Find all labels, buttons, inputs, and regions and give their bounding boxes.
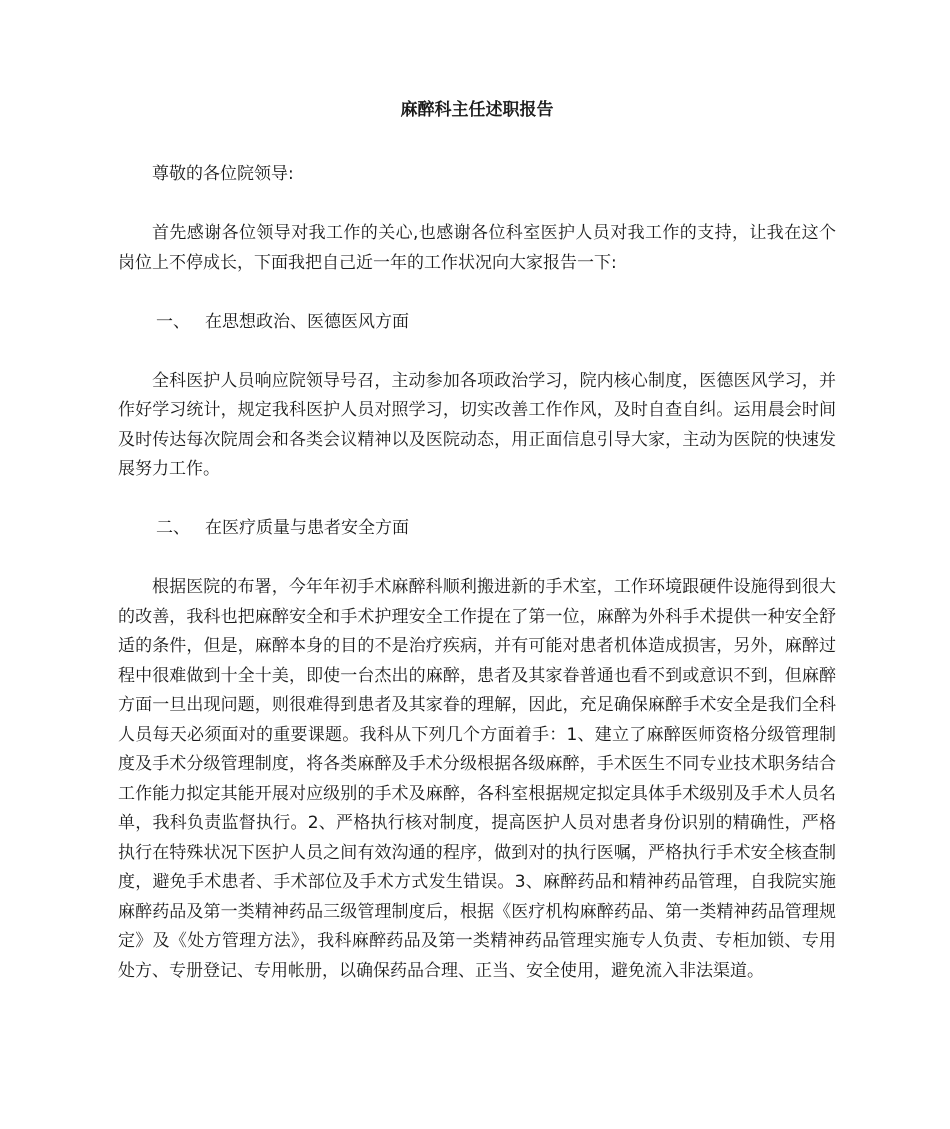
spacer xyxy=(118,544,836,574)
section-1-body: 全科医护人员响应院领导号召，主动参加各项政治学习，院内核心制度，医德医风学习，并作好学习统计，规定我科医护人员对照学习，切实改善工作作风，及时自查自纠。运用晨会时间及时传达每次院周会和各类会议精神以及医院动态，用正面信息引导大家，主动为医院的快速发展努力工作。 xyxy=(118,370,836,479)
section-2-title: 在医疗质量与患者安全方面 xyxy=(205,518,409,538)
salutation: 尊敬的各位院领导: xyxy=(152,164,294,184)
spacer xyxy=(118,190,836,220)
section-1-number: 一、 xyxy=(156,311,190,332)
spacer xyxy=(118,337,836,367)
section-2-number: 二、 xyxy=(156,518,190,538)
section-2-body: 根据医院的布署，今年年初手术麻醉科顺利搬进新的手术室，工作环境跟硬件设施得到很大的改善，我科也把麻醉安全和手术护理安全工作提在了第一位，麻醉为外科手术提供一种安全舒适的条件，但是，麻醉本身的目的不是治疗疾病，并有可能对患者机体造成损害，另外，麻醉过程中很难做到十全十美，即使一台杰出的麻醉，患者及其家眷普通也看不到或意识不到，但麻醉方面一旦出现问题，则很难得到患者及其家眷的理解，因此，充足确保麻醉手术安全是我们全科人员每天必须面对的重要课题。我科从下列几个方面着手：1、建立了麻醉医师资格分级管理制度及手术分级管理制度，将各类麻醉及手术分级根据各级麻醉，手术医生不同专业技术职务结合工作能力拟定其能开展对应级别的手术及麻醉，各科室根据规定拟定具体手术级别及手术人员名单，我科负责监督执行。2、严格执行核对制度，提高医护人员对患者身份识别的精确性，严格执行在特殊状况下医护人员之间有效沟通的程序，做到对的执行医嘱，严格执行手术安全核查制度，避免手术患者、手术部位及手术方式发生错误。3、麻醉药品和精神药品管理，自我院实施麻醉药品及第一类精神药品三级管理制度后，根据《医疗机构麻醉药品、第一类精神药品管理规定》及《处方管理方法》，我科麻醉药品及第一类精神药品管理实施专人负责、专柜加锁、专用处方、专册登记、专用帐册，以确保药品合理、正当、安全使用，避免流入非法渠道。 xyxy=(118,577,836,981)
section-1-title: 在思想政治、医德医风方面 xyxy=(205,311,409,332)
document-page xyxy=(118,96,836,986)
spacer xyxy=(118,278,836,308)
intro-paragraph: 首先感谢各位领导对我工作的关心,也感谢各位科室医护人员对我工作的支持，让我在这个岗位上不停成长，下面我把自己近一年的工作状况向大家报告一下: xyxy=(118,223,836,273)
spacer xyxy=(118,485,836,515)
section-1-heading xyxy=(118,308,836,338)
document-title: 麻醉科主任述职报告 xyxy=(400,100,554,120)
section-2-heading xyxy=(118,514,836,544)
